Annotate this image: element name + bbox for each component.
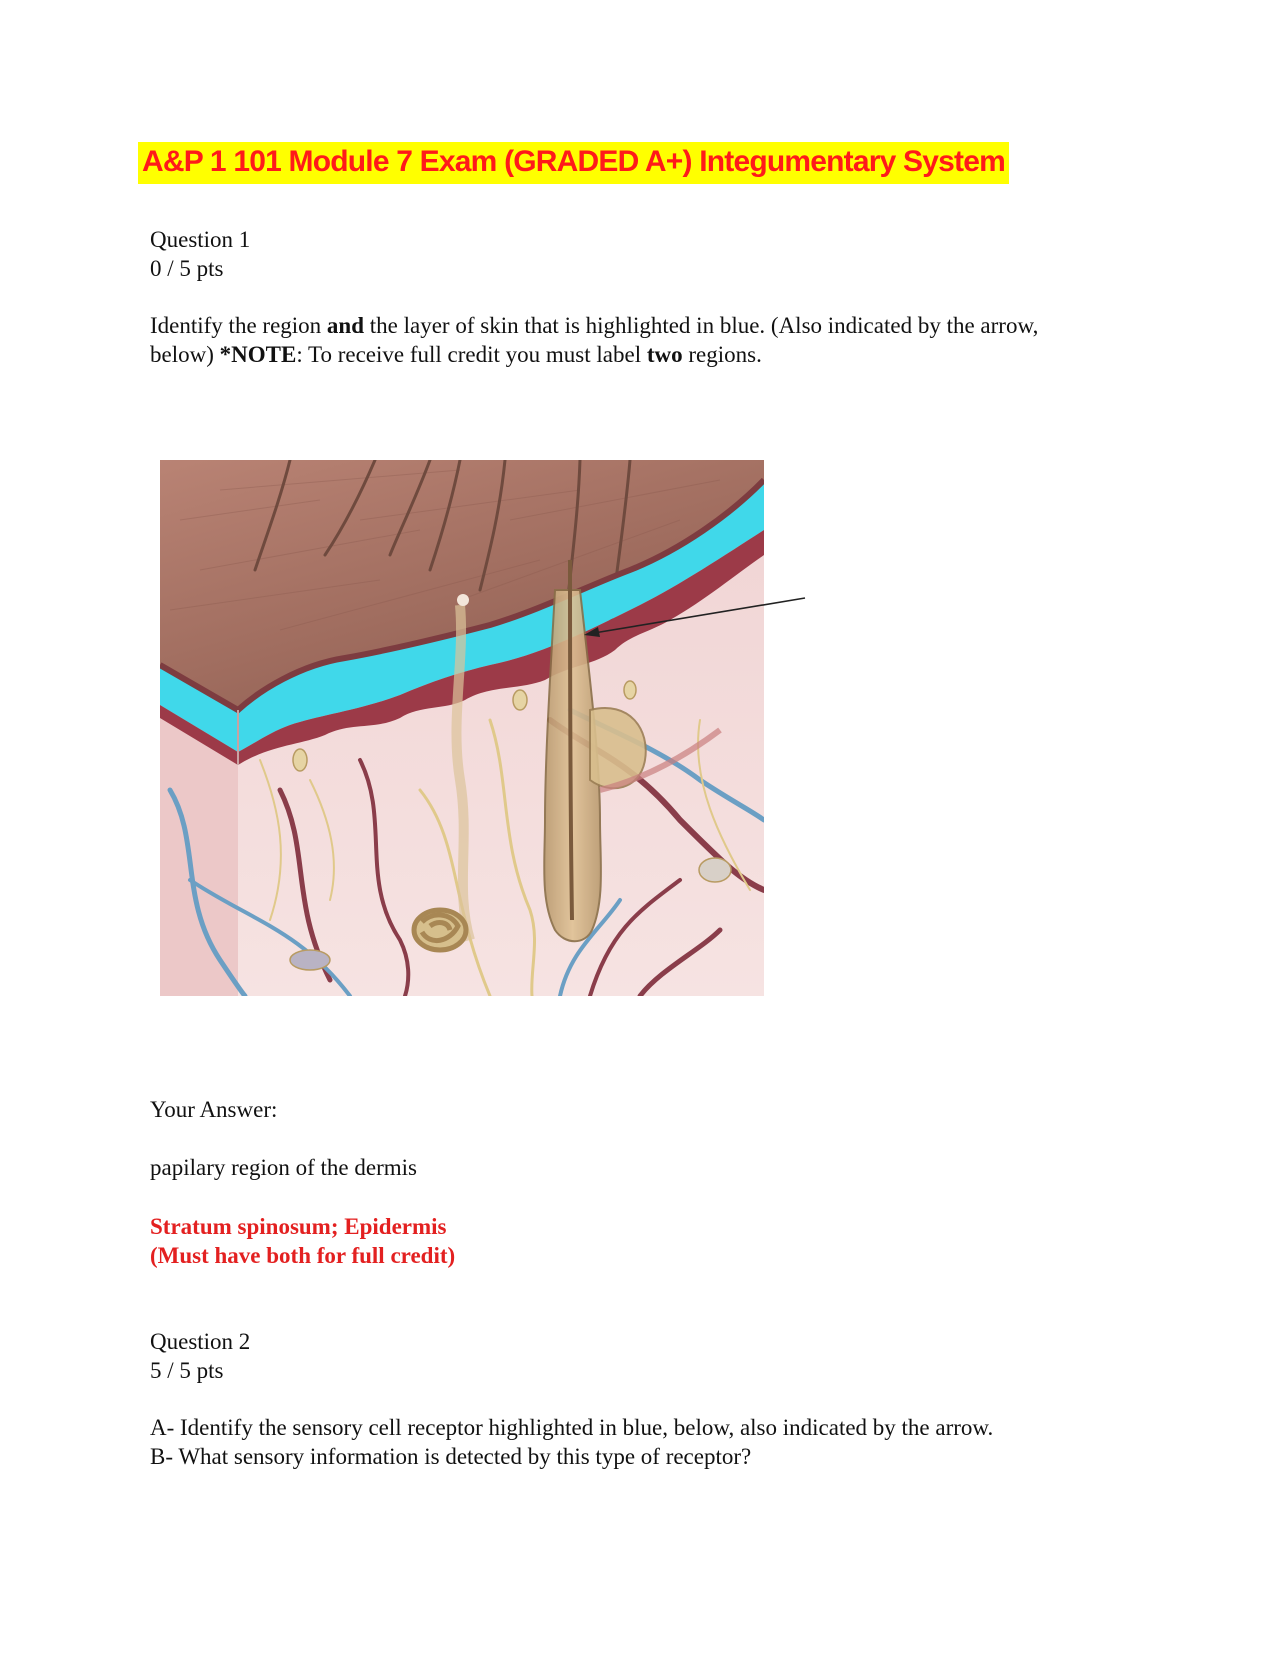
skin-diagram-image [160, 460, 764, 996]
question-1-prompt-line-1: Identify the region and the layer of skin that is highlighted in blue. (Also indicated by the arrow, [150, 313, 1039, 338]
question-1-prompt-line-2: below) *NOTE: To receive full credit you must label two regions. [150, 342, 762, 367]
question-1-label: Question 1 [150, 227, 251, 252]
question-2-line-b: B- What sensory information is detected by this type of receptor? [150, 1444, 752, 1469]
your-answer-text: papilary region of the dermis [150, 1155, 417, 1180]
sweat-gland-shape [414, 910, 466, 950]
correct-answer-line-2: (Must have both for full credit) [150, 1243, 456, 1268]
document-title: A&P 1 101 Module 7 Exam (GRADED A+) Integumentary System [138, 142, 1009, 184]
question-2-score: 5 / 5 pts [150, 1358, 224, 1383]
question-2-label: Question 2 [150, 1329, 251, 1354]
question-1-score: 0 / 5 pts [150, 256, 224, 281]
your-answer-label: Your Answer: [150, 1097, 278, 1122]
pointer-arrow-icon [580, 590, 810, 640]
correct-answer-line-1: Stratum spinosum; Epidermis [150, 1214, 447, 1239]
question-2-line-a: A- Identify the sensory cell receptor highlighted in blue, below, also indicated by the arrow. [150, 1415, 994, 1440]
